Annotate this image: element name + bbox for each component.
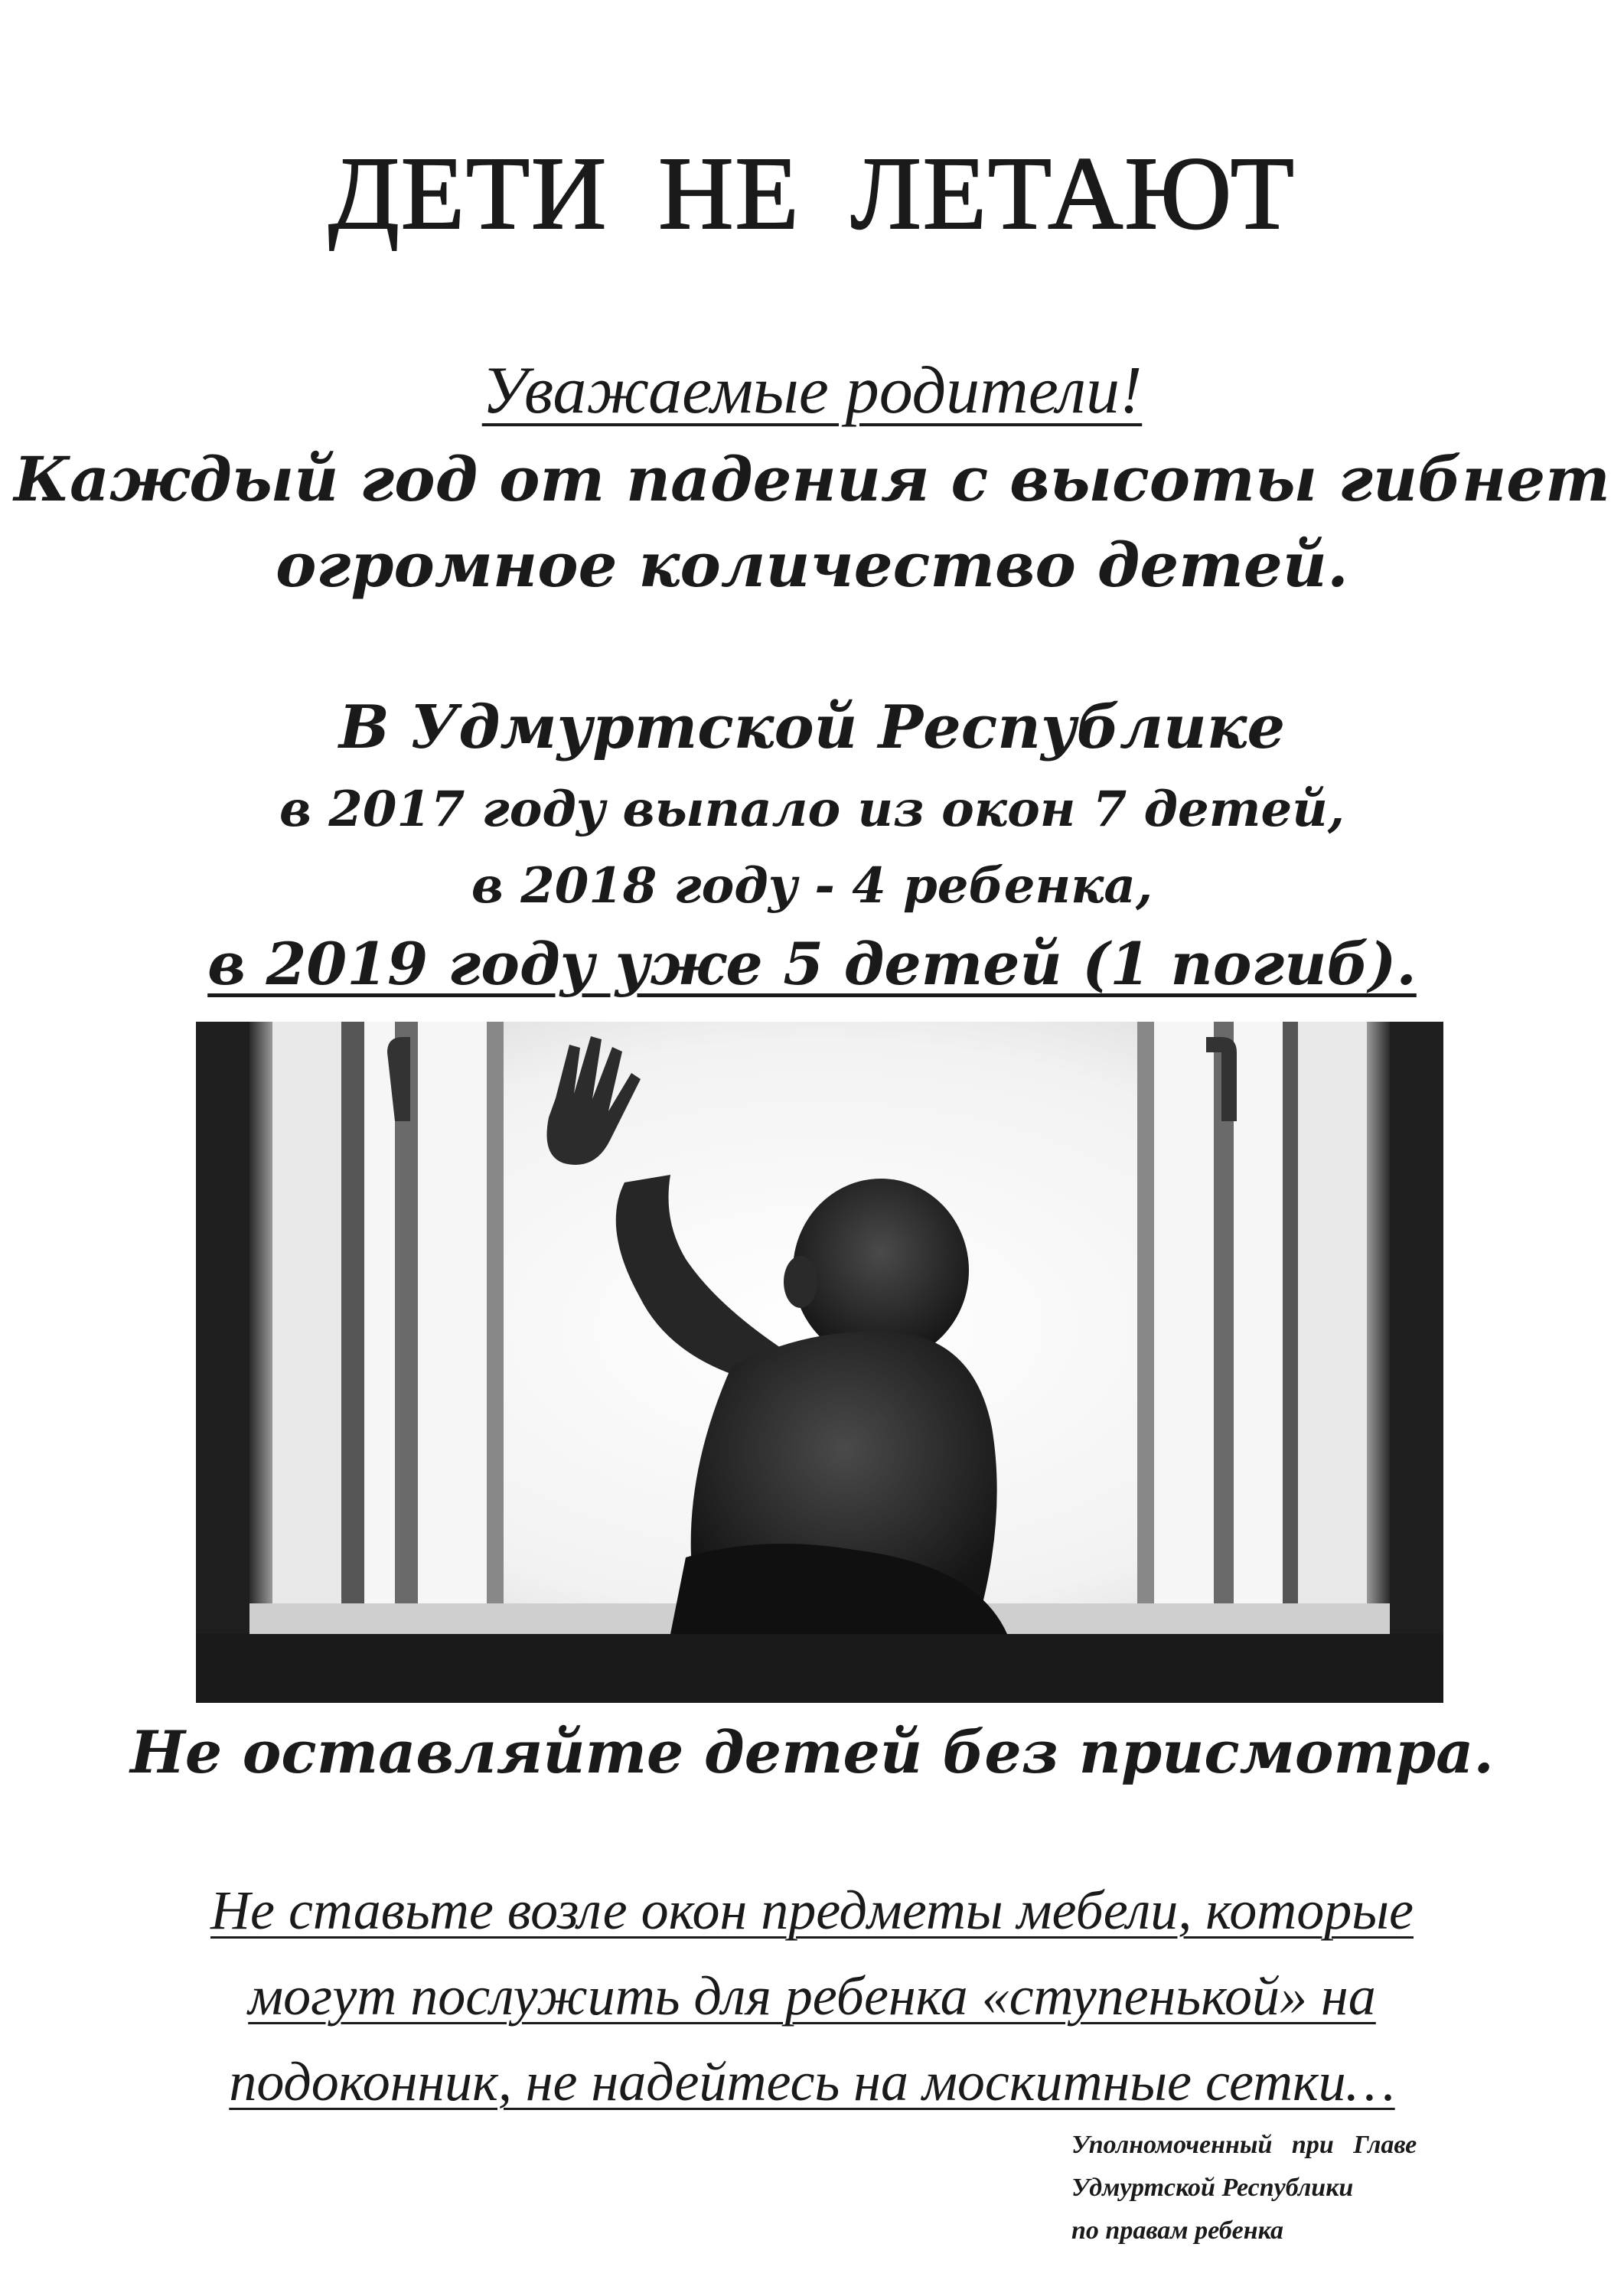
signature-block [1071,2124,1546,2252]
greeting: Уважаемые родители! [481,354,1143,428]
stat-2019: в 2019 году уже 5 детей (1 погиб). [207,930,1417,998]
stat-2017: в 2017 году выпало из окон 7 детей, [279,781,1345,838]
signature-line-2: Удмуртской Республики [1071,2174,1354,2202]
page-title: ДЕТИ НЕ ЛЕТАЮТ [328,136,1296,251]
advice-line-2: могут послужить для ребенка «ступенькой» на [248,1965,1376,2027]
intro-line-2: огромное количество детей. [276,529,1348,601]
advice-line-3: подоконник, не надейтесь на москитные сетки… [229,2051,1395,2112]
signature-line-3: по правам ребенка [1071,2216,1284,2245]
warning-text: Не оставляйте детей без присмотра. [130,1718,1494,1786]
signature-line-1: Уполномоченный при Главе [1071,2131,1417,2159]
region-heading: В Удмуртской Республике [338,693,1286,762]
intro-line-1: Каждый год от падения с высоты гибнет [14,443,1610,515]
stat-2018: в 2018 году - 4 ребенка, [471,857,1153,915]
intro-text [0,436,1624,608]
child-at-window-photo [196,1022,1443,1703]
advice-line-1: Не ставьте возле окон предметы мебели, которые [210,1880,1414,1941]
advice-text [0,1867,1624,2125]
